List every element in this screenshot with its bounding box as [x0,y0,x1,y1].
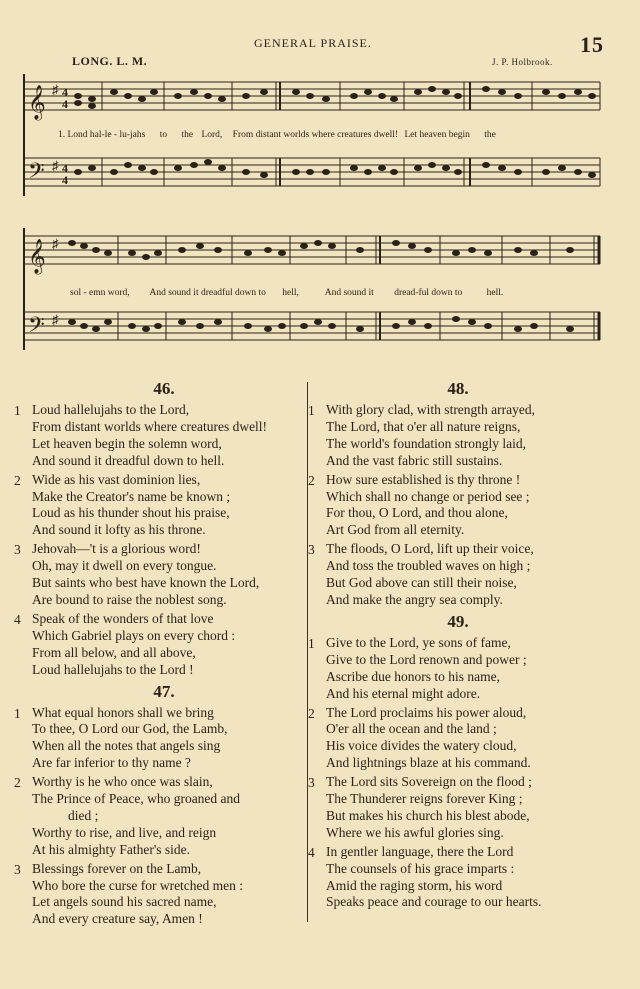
stanza-number: 2 [14,775,21,791]
svg-text:4: 4 [62,85,68,99]
verse-line: The world's foundation strongly laid, [326,435,527,451]
verse-line: Jehovah—'t is a glorious word! [32,541,201,557]
verse-line: And his eternal might adore. [326,685,481,701]
svg-text:4: 4 [62,97,68,111]
stanza [14,705,314,773]
stanza [308,402,608,470]
bass-staff-2 [24,312,600,340]
treble-clef-icon: 𝄞 [28,86,46,119]
hymn-47 [14,681,314,929]
stanza-number: 2 [308,705,315,721]
stanza-number: 1 [308,635,315,651]
verse-line: Loud hallelujahs to the Lord ! [32,661,194,677]
svg-text:4: 4 [62,173,68,187]
hymn-48 [308,378,608,609]
verse-line: His voice divides the watery cloud, [326,738,517,754]
verse-line: But saints who best have known the Lord, [32,575,260,591]
verse-line: From all below, and all above, [32,644,196,660]
hymn-49 [308,611,608,912]
verse-line: And sound it lofty as his throne. [32,522,206,538]
verse-line: Give to the Lord, ye sons of fame, [326,634,511,650]
verse-line: Speaks peace and courage to our hearts. [326,894,542,910]
treble-clef-icon: 𝄞 [28,240,46,273]
verse-line: And sound it dreadful down to hell. [32,452,225,468]
verse-line: Let heaven begin the solemn word, [32,435,222,451]
lyrics-system-2: sol - emn word, And sound it dreadful down to hell, And sound it dread-ful down to hell. [70,288,504,298]
verse-line: Which shall no change or period see ; [326,488,530,504]
verse-line: Who bore the curse for wretched men : [32,877,244,893]
verse-line: Worthy is he who once was slain, [32,774,213,790]
verse-line: Art God from all eternity. [326,522,465,538]
verse-line: When all the notes that angels sing [32,738,221,754]
lyrics-system-1: 1. Lond hal-le - lu-jahs to the Lord, From distant worlds where creatures dwell! Let heaven begin the [58,130,496,140]
svg-text:♯: ♯ [52,236,59,251]
verse-line: Worthy to rise, and live, and reign [32,824,217,840]
verse-line: How sure established is thy throne ! [326,471,521,487]
treble-staff-2 [24,236,600,264]
music-system-1 [18,74,608,202]
verse-line: But God above can still their noise, [326,575,517,591]
stanza-number: 4 [308,844,315,860]
stanza-number: 3 [308,542,315,558]
stanza [308,844,608,912]
verse-line: Oh, may it dwell on every tongue. [32,558,217,574]
verse-line: The counsels of his grace imparts : [326,860,515,876]
verse-line: The Lord sits Sovereign on the flood ; [326,774,532,790]
stanza [14,611,314,679]
verse-line: Where we his awful glories sing. [326,824,504,840]
stanza-number: 1 [14,705,21,721]
notes-system-2 [68,240,574,332]
right-column [308,378,608,913]
stanza [14,541,314,609]
verse-line: And lightnings blaze at his command. [326,755,531,771]
tune-title: LONG. L. M. [72,54,148,68]
stanza-number: 2 [308,472,315,488]
svg-text:♯: ♯ [52,158,59,173]
stanza [308,705,608,773]
verse-line: In gentler language, there the Lord [326,843,514,859]
verse-line: But makes his church his blest abode, [326,807,530,823]
verse-line: The floods, O Lord, lift up their voice, [326,541,534,557]
verse-line: Loud as his thunder shout his praise, [32,505,230,521]
svg-text:♯: ♯ [52,82,59,97]
hymn-number: 47. [153,681,175,701]
verse-line: What equal honors shall we bring [32,704,214,720]
hymn-number: 49. [447,611,469,631]
verse-line: Speak of the wonders of that love [32,610,214,626]
stanza-number: 3 [14,861,21,877]
svg-text:♯: ♯ [52,312,59,327]
verse-line: The Lord proclaims his power aloud, [326,704,527,720]
stanza [14,774,314,859]
svg-text:4: 4 [62,161,68,175]
verse-line: Ascribe due honors to his name, [326,668,500,684]
composer-credit: J. P. Holbrook. [492,57,553,67]
stanza [14,402,314,470]
stanza-number: 1 [14,403,21,418]
running-title: GENERAL PRAISE. [254,36,372,50]
verse-line: Let angels sound his sacred name, [32,894,217,910]
verse-line: Which Gabriel plays on every chord : [32,627,236,643]
verse-line: Give to the Lord renown and power ; [326,651,527,667]
stanza-number: 1 [308,403,315,418]
hymn-number: 48. [447,379,469,398]
stanza-number: 3 [14,542,21,558]
hymn-46 [14,378,314,679]
verse-line: The Lord, that o'er all nature reigns, [326,418,521,434]
verse-line: Make the Creator's name be known ; [32,488,231,504]
verse-line: At his almighty Father's side. [32,841,191,857]
page-number: 15 [580,32,604,57]
stanza [308,541,608,609]
stanza [14,472,314,540]
verse-line: Wide as his vast dominion lies, [32,471,201,487]
verse-line: Loud hallelujahs to the Lord, [32,402,190,417]
stanza [308,774,608,842]
verse-line: died ; [68,807,99,823]
stanza-number: 4 [14,611,21,627]
verse-line: The Prince of Peace, who groaned and [32,791,241,807]
left-column [14,378,314,930]
verse-line: O'er all the ocean and the land ; [326,721,497,737]
verse-line: And the vast fabric still sustains. [326,452,503,468]
verse-line: Are far inferior to thy name ? [32,755,191,771]
stanza-number: 2 [14,472,21,488]
bass-clef-icon: 𝄢 [28,159,45,188]
music-system-2 [18,228,608,356]
verse-line: Are bound to raise the noblest song. [32,591,227,607]
bass-clef-icon: 𝄢 [28,313,45,342]
verse-line: And make the angry sea comply. [326,591,503,607]
hymn-number: 46. [153,379,175,398]
verse-line: With glory clad, with strength arrayed, [326,402,536,417]
stanza [14,861,314,929]
stanza-number: 3 [308,775,315,791]
stanza [308,635,608,703]
stanza [308,472,608,540]
verse-line: For thou, O Lord, and thou alone, [326,505,508,521]
verse-line: To thee, O Lord our God, the Lamb, [32,721,228,737]
verse-line: Blessings forever on the Lamb, [32,860,202,876]
verse-line: Amid the raging storm, his word [326,877,503,893]
verse-line: From distant worlds where creatures dwell! [32,418,268,434]
verse-line: And toss the troubled waves on high ; [326,558,531,574]
verse-line: And every creature say, Amen ! [32,911,203,927]
verse-line: The Thunderer reigns forever King ; [326,791,523,807]
